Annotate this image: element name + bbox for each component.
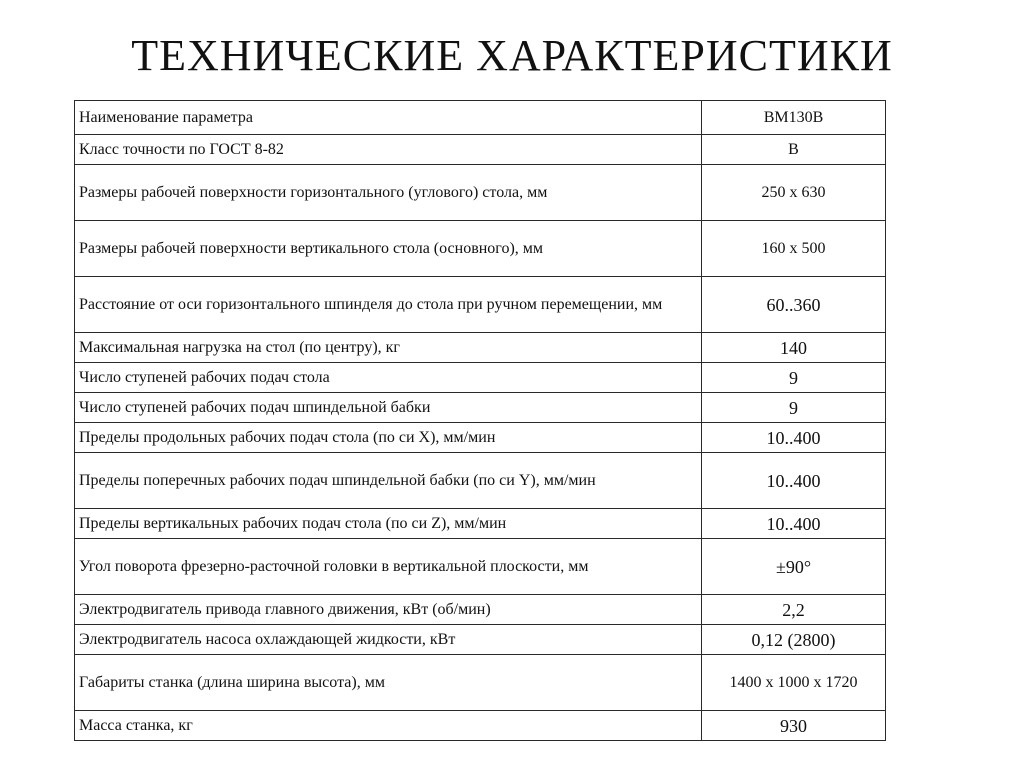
table-row bbox=[75, 595, 886, 625]
param-value: 10..400 bbox=[702, 509, 886, 539]
param-name: Пределы продольных рабочих подач стола (по си X), мм/мин bbox=[75, 423, 702, 453]
param-value: 250 х 630 bbox=[702, 165, 886, 221]
param-name: Расстояние от оси горизонтального шпинделя до стола при ручном перемещении, мм bbox=[75, 277, 702, 333]
table-row bbox=[75, 221, 886, 277]
param-value: 60..360 bbox=[702, 277, 886, 333]
page-title: ТЕХНИЧЕСКИЕ ХАРАКТЕРИСТИКИ bbox=[131, 31, 893, 80]
table-row bbox=[75, 363, 886, 393]
param-name: Максимальная нагрузка на стол (по центру), кг bbox=[75, 333, 702, 363]
table-row bbox=[75, 539, 886, 595]
table-row bbox=[75, 165, 886, 221]
table-row bbox=[75, 393, 886, 423]
table-row bbox=[75, 135, 886, 165]
param-value: 9 bbox=[702, 393, 886, 423]
param-name: Наименование параметра bbox=[75, 101, 702, 135]
param-value: 2,2 bbox=[702, 595, 886, 625]
table-row bbox=[75, 509, 886, 539]
table-row bbox=[75, 423, 886, 453]
param-name: Пределы поперечных рабочих подач шпиндельной бабки (по си Y), мм/мин bbox=[75, 453, 702, 509]
param-name: Размеры рабочей поверхности вертикального стола (основного), мм bbox=[75, 221, 702, 277]
param-name: Электродвигатель привода главного движения, кВт (об/мин) bbox=[75, 595, 702, 625]
table-row bbox=[75, 453, 886, 509]
param-name: Габариты станка (длина ширина высота), мм bbox=[75, 655, 702, 711]
param-name: Масса станка, кг bbox=[75, 711, 702, 741]
param-value: 10..400 bbox=[702, 423, 886, 453]
param-value: В bbox=[702, 135, 886, 165]
param-value: 930 bbox=[702, 711, 886, 741]
param-name: Число ступеней рабочих подач шпиндельной бабки bbox=[75, 393, 702, 423]
table-row bbox=[75, 333, 886, 363]
param-value: 0,12 (2800) bbox=[702, 625, 886, 655]
table-row bbox=[75, 711, 886, 741]
param-value: 9 bbox=[702, 363, 886, 393]
spec-table bbox=[74, 100, 886, 741]
param-value: 1400 х 1000 х 1720 bbox=[702, 655, 886, 711]
param-name: Пределы вертикальных рабочих подач стола (по си Z), мм/мин bbox=[75, 509, 702, 539]
param-name: Класс точности по ГОСТ 8-82 bbox=[75, 135, 702, 165]
param-value: 160 х 500 bbox=[702, 221, 886, 277]
param-name: Число ступеней рабочих подач стола bbox=[75, 363, 702, 393]
param-name: Угол поворота фрезерно-расточной головки в вертикальной плоскости, мм bbox=[75, 539, 702, 595]
param-value: 10..400 bbox=[702, 453, 886, 509]
param-value: 140 bbox=[702, 333, 886, 363]
param-name: Электродвигатель насоса охлаждающей жидкости, кВт bbox=[75, 625, 702, 655]
table-row bbox=[75, 625, 886, 655]
table-row bbox=[75, 101, 886, 135]
param-value: ±90° bbox=[702, 539, 886, 595]
table-row bbox=[75, 655, 886, 711]
param-name: Размеры рабочей поверхности горизонтального (углового) стола, мм bbox=[75, 165, 702, 221]
table-row bbox=[75, 277, 886, 333]
param-value: ВМ130В bbox=[702, 101, 886, 135]
